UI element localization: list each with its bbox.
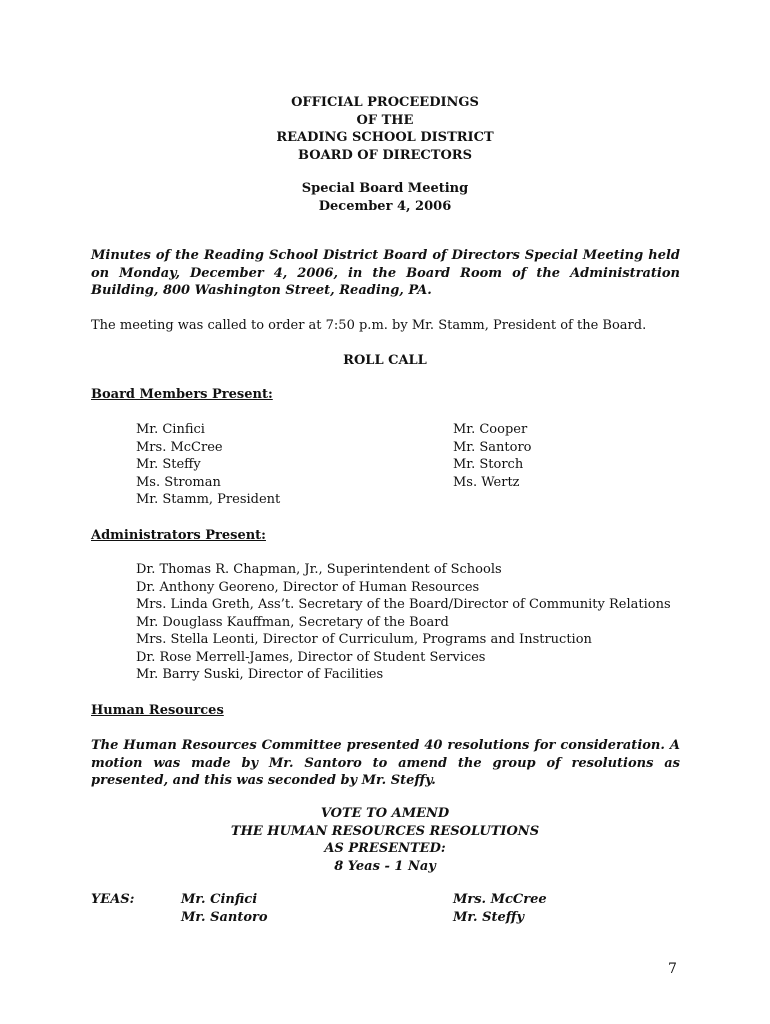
yea-voter: Mr. Steffy xyxy=(453,909,525,925)
human-resources-paragraph: The Human Resources Committee presented 40 resolutions for consideration. A motion was made by Mr. Santoro to amend the group of resolutions as presented, and this was seconded by Mr. Steffy. xyxy=(91,738,680,788)
administrator: Dr. Rose Merrell-James, Director of Student Services xyxy=(136,649,486,665)
minutes-paragraph: Minutes of the Reading School District Board of Directors Special Meeting held on Monday, December 4, 2006, in the Board Room of the Administration Building, 800 Washington Street, Reading, PA. xyxy=(91,248,680,298)
board-member: Mr. Steffy xyxy=(136,457,201,472)
board-member: Ms. Stroman xyxy=(136,474,221,490)
board-members-heading: Board Members Present: xyxy=(91,387,273,402)
yeas-label: YEAS: xyxy=(91,892,135,907)
roll-call-heading: ROLL CALL xyxy=(343,353,427,368)
board-members-right-column xyxy=(453,421,531,491)
board-member: Ms. Wertz xyxy=(453,474,520,490)
board-members-left-column xyxy=(136,421,280,509)
meeting-info xyxy=(0,180,770,215)
administrator: Mr. Douglass Kauffman, Secretary of the Board xyxy=(136,614,449,630)
vote-line: AS PRESENTED: xyxy=(324,841,446,856)
meeting-type: Special Board Meeting xyxy=(301,181,469,196)
meeting-date: December 4, 2006 xyxy=(318,198,452,214)
administrator: Dr. Thomas R. Chapman, Jr., Superintendent of Schools xyxy=(136,562,502,577)
administrator: Mr. Barry Suski, Director of Facilities xyxy=(136,667,384,682)
page-number: 7 xyxy=(668,961,677,977)
human-resources-heading: Human Resources xyxy=(91,703,224,718)
yea-voter: Mrs. McCree xyxy=(453,892,547,907)
document-title xyxy=(0,94,770,164)
yeas-right-column xyxy=(453,891,547,926)
yeas-left-column xyxy=(181,891,268,926)
board-member: Mrs. McCree xyxy=(136,439,223,455)
title-line: READING SCHOOL DISTRICT xyxy=(276,130,494,145)
administrator: Mrs. Linda Greth, Ass’t. Secretary of the Board/Director of Community Relations xyxy=(136,597,671,612)
administrators-list xyxy=(136,561,671,684)
vote-line: THE HUMAN RESOURCES RESOLUTIONS xyxy=(230,823,540,839)
call-to-order: The meeting was called to order at 7:50 p.m. by Mr. Stamm, President of the Board. xyxy=(91,318,647,333)
vote-line: VOTE TO AMEND xyxy=(320,806,450,821)
board-member: Mr. Stamm, President xyxy=(136,492,281,507)
title-line: OF THE xyxy=(356,112,414,128)
board-member: Mr. Santoro xyxy=(453,439,532,455)
administrators-heading: Administrators Present: xyxy=(91,528,266,543)
yea-voter: Mr. Cinfici xyxy=(181,892,258,907)
yea-voter: Mr. Santoro xyxy=(181,909,268,925)
title-line: BOARD OF DIRECTORS xyxy=(298,147,472,163)
vote-to-amend-block xyxy=(0,805,770,875)
title-line: OFFICIAL PROCEEDINGS xyxy=(291,95,479,110)
administrator: Dr. Anthony Georeno, Director of Human Resources xyxy=(136,579,480,595)
board-member: Mr. Cinfici xyxy=(136,422,205,437)
board-member: Mr. Storch xyxy=(453,457,524,472)
administrator: Mrs. Stella Leonti, Director of Curriculum, Programs and Instruction xyxy=(136,632,592,647)
vote-tally: 8 Yeas - 1 Nay xyxy=(334,858,436,874)
board-member: Mr. Cooper xyxy=(453,422,528,437)
